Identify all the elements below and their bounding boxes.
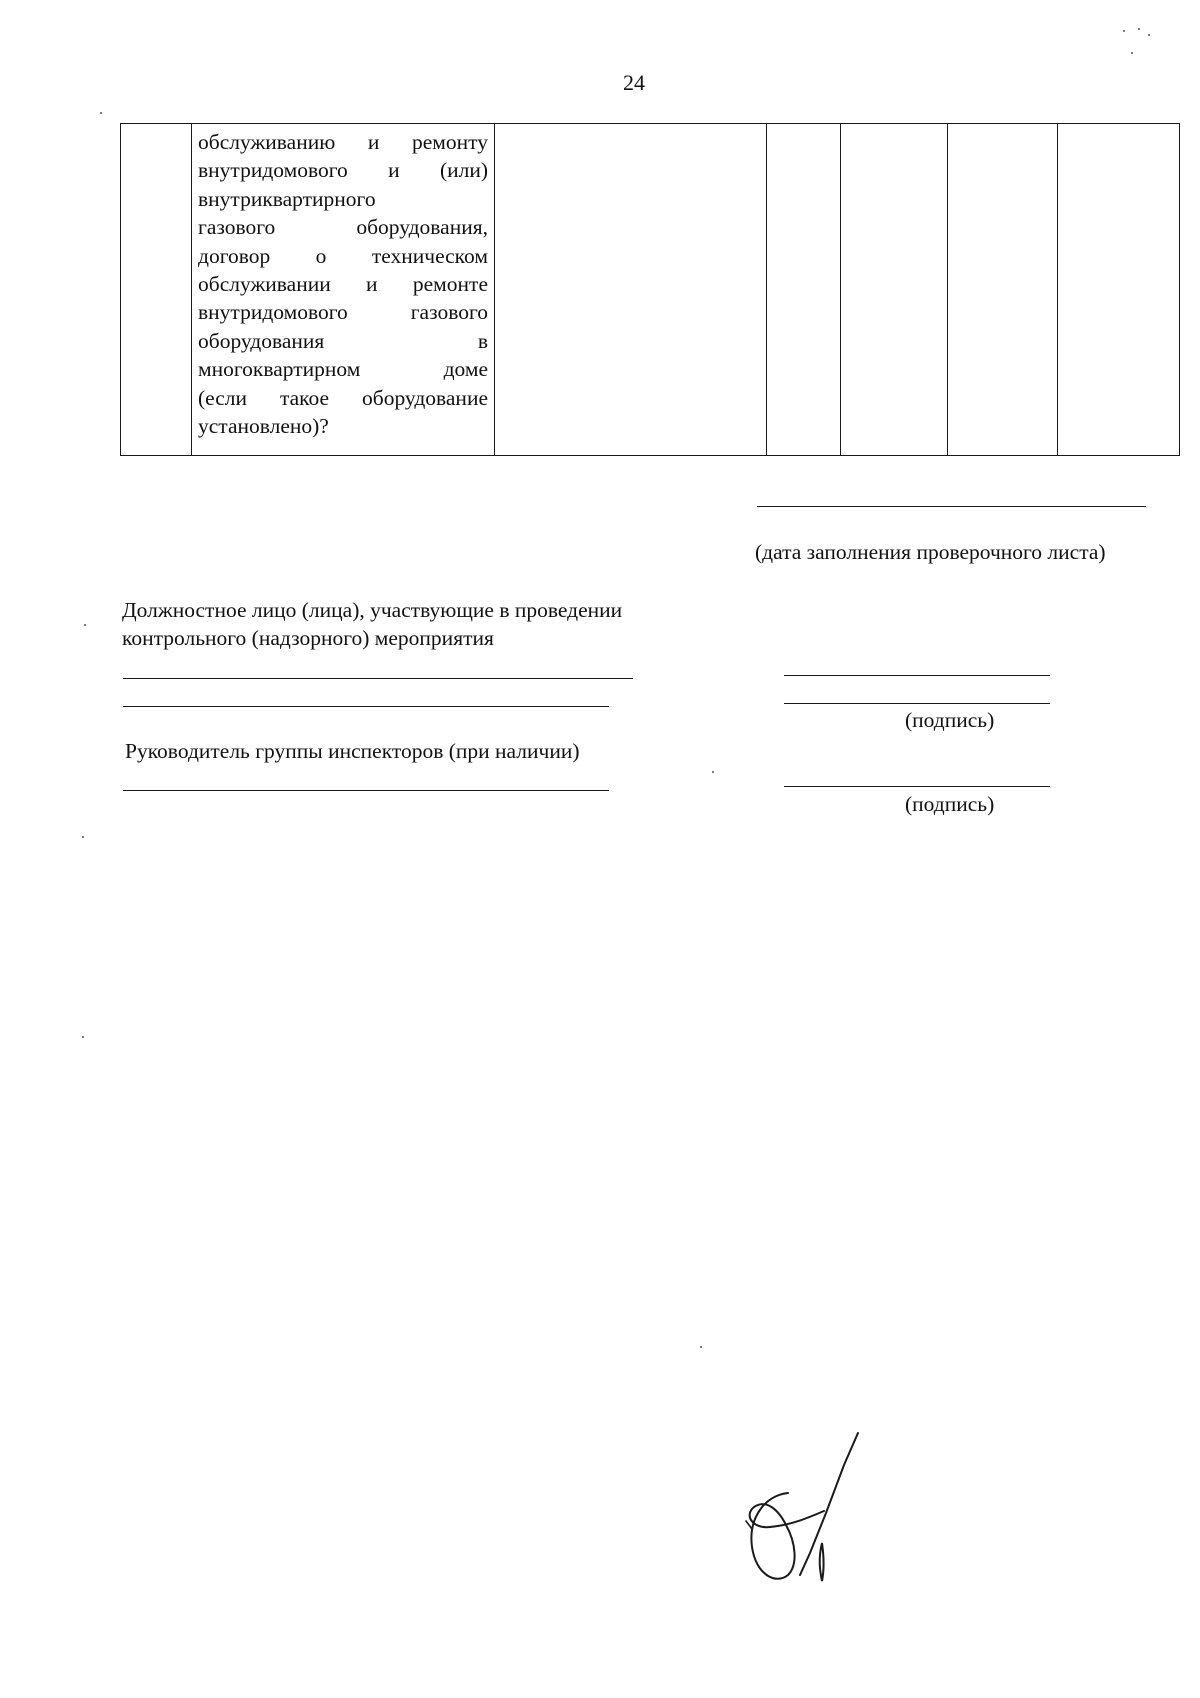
official-name-line-1: [123, 678, 633, 679]
question-text: [192, 124, 494, 440]
question-cell: [192, 124, 495, 456]
scan-speck: [1131, 52, 1133, 54]
question-line: многоквартирном доме: [198, 357, 488, 382]
question-line: внутридомового газового: [198, 300, 488, 325]
scan-speck: [82, 836, 84, 838]
note-cell: [1058, 124, 1180, 456]
handwritten-signature: [740, 1425, 880, 1595]
checklist-table: [120, 123, 1180, 456]
question-line: обслуживании и ремонте: [198, 272, 488, 297]
row-number-cell: [121, 124, 192, 456]
scan-speck: [1123, 30, 1125, 32]
question-line: установлено)?: [198, 414, 329, 439]
answer-yes-cell: [767, 124, 841, 456]
officials-label-line2: контрольного (надзорного) мероприятия: [122, 626, 494, 650]
group-leader-label: Руководитель группы инспекторов (при наличии): [125, 739, 580, 763]
officials-label-line1: Должностное лицо (лица), участвующие в проведении: [122, 598, 623, 622]
question-line: обслуживанию и ремонту: [198, 130, 488, 154]
official-signature-line-2: [784, 703, 1050, 704]
question-line: договор о техническом: [198, 243, 488, 268]
question-line: (если такое оборудование: [198, 385, 488, 410]
answer-not-applicable-cell: [948, 124, 1058, 456]
scan-speck: [712, 771, 714, 773]
scan-speck: [1148, 34, 1150, 36]
date-line: [757, 506, 1146, 507]
group-leader-name-line: [123, 790, 609, 791]
page-number: 24: [623, 70, 645, 95]
scan-speck: [700, 1346, 702, 1348]
table-row: [121, 124, 1180, 456]
question-line: внутриквартирного: [198, 186, 376, 211]
question-line: внутридомового и (или): [198, 158, 488, 183]
question-line: оборудования в: [198, 328, 488, 353]
scan-speck: [1138, 28, 1140, 30]
signature-caption-1: (подпись): [905, 708, 995, 732]
answer-no-cell: [841, 124, 948, 456]
signature-caption-2: (подпись): [905, 792, 995, 816]
requisites-cell: [495, 124, 767, 456]
scan-speck: [82, 1036, 84, 1038]
scan-speck: [100, 112, 102, 114]
group-leader-signature-line: [784, 786, 1050, 787]
official-signature-line-1: [784, 675, 1050, 676]
question-line: газового оборудования,: [198, 215, 488, 240]
date-caption: (дата заполнения проверочного листа): [755, 540, 1106, 564]
scan-speck: [84, 624, 86, 626]
official-name-line-2: [123, 706, 609, 707]
